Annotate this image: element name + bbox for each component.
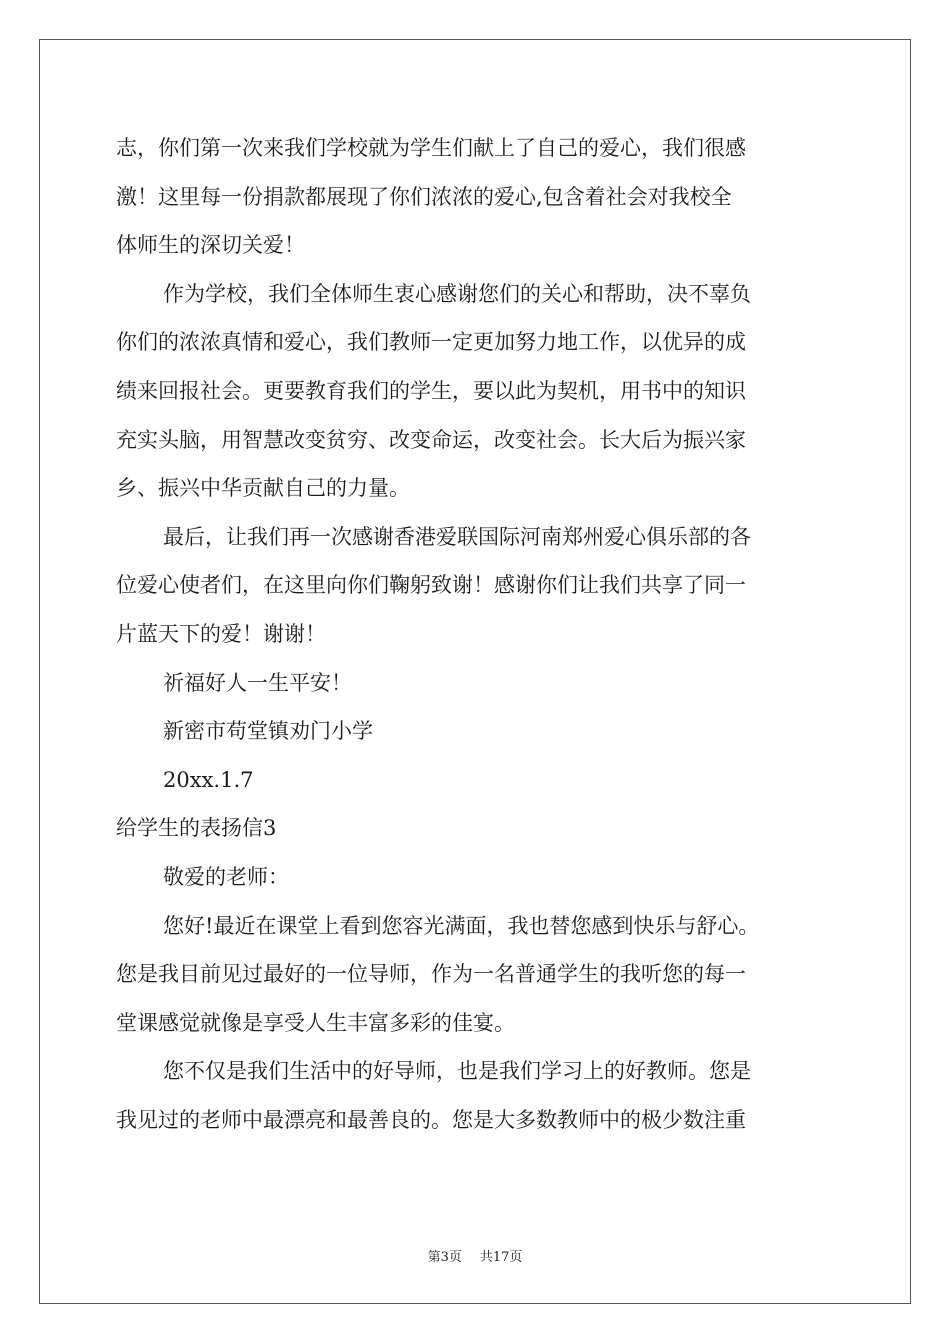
text-line: 片蓝天下的爱！谢谢！ xyxy=(116,621,326,646)
page-number: 第3页 xyxy=(427,1250,462,1265)
document-body xyxy=(116,124,836,1144)
paragraph-start-line: 作为学校，我们全体师生衷心感谢您们的关心和帮助，决不辜负 xyxy=(163,281,751,306)
text-line: 充实头脑，用智慧改变贫穷、改变命运，改变社会。长大后为振兴家 xyxy=(116,427,746,452)
text-line: 位爱心使者们，在这里向你们鞠躬致谢！感谢你们让我们共享了同一 xyxy=(116,573,746,598)
text-line: 志，你们第一次来我们学校就为学生们献上了自己的爱心，我们很感 xyxy=(116,136,746,160)
text-line: 你们的浓浓真情和爱心，我们教师一定更加努力地工作，以优异的成 xyxy=(116,330,746,355)
text-line: 体师生的深切关爱！ xyxy=(116,233,305,258)
salutation: 敬爱的老师： xyxy=(163,864,289,889)
signature-date: 20xx.1.7 xyxy=(163,767,254,792)
text-line: 激！这里每一份捐款都展现了你们浓浓的爱心,包含着社会对我校全 xyxy=(116,184,732,209)
text-line: 我见过的老师中最漂亮和最善良的。您是大多数教师中的极少数注重 xyxy=(116,1107,746,1132)
section-heading: 给学生的表扬信3 xyxy=(116,816,277,841)
text-line: 乡、振兴中华贡献自己的力量。 xyxy=(116,476,410,501)
closing-blessing: 祈福好人一生平安！ xyxy=(163,670,352,695)
paragraph-start-line: 最后，让我们再一次感谢香港爱联国际河南郑州爱心俱乐部的各 xyxy=(163,524,751,549)
text-line: 绩来回报社会。更要教育我们的学生，要以此为契机，用书中的知识 xyxy=(116,378,746,403)
paragraph-start-line: 您好!最近在课堂上看到您容光满面，我也替您感到快乐与舒心。 xyxy=(163,913,760,938)
paragraph-start-line: 您不仅是我们生活中的好导师，也是我们学习上的好教师。您是 xyxy=(163,1059,751,1084)
text-line: 堂课感觉就像是享受人生丰富多彩的佳宴。 xyxy=(116,1010,515,1035)
signature-school: 新密市苟堂镇劝门小学 xyxy=(163,719,373,744)
text-line: 您是我目前见过最好的一位导师，作为一名普通学生的我听您的每一 xyxy=(116,962,746,987)
total-pages: 共17页 xyxy=(479,1250,523,1265)
page-footer xyxy=(0,1246,950,1265)
